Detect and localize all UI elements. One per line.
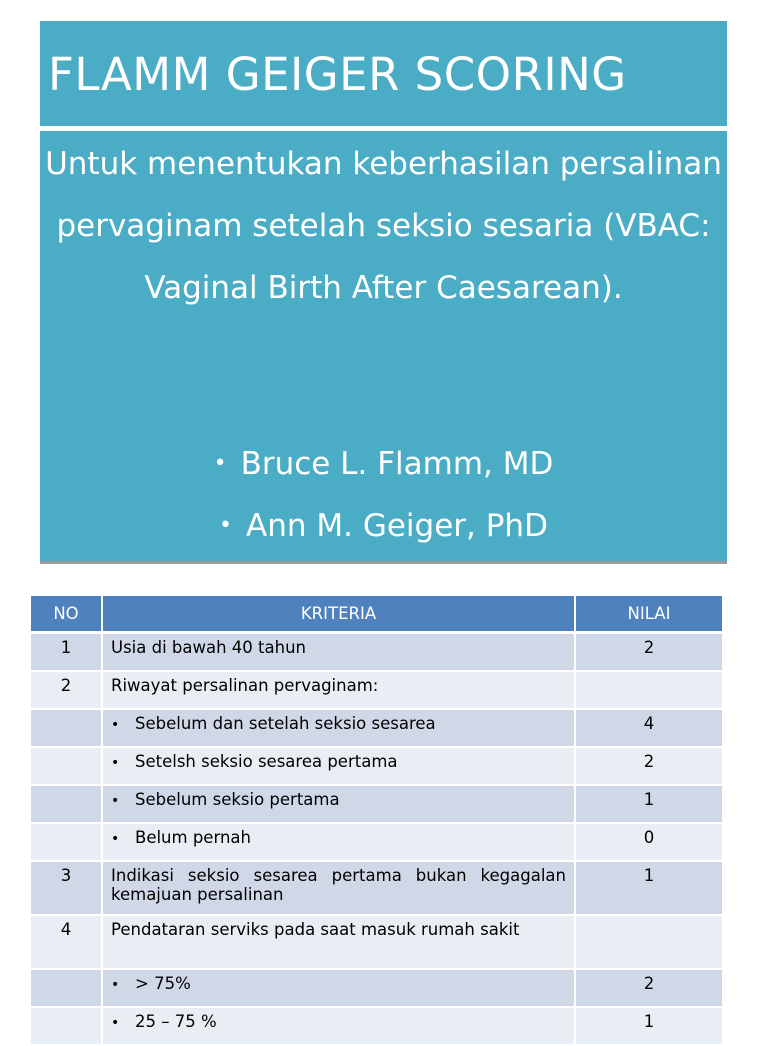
row-criteria-text: Sebelum dan setelah seksio sesarea [135, 714, 436, 733]
table-row [31, 785, 723, 823]
bullet-icon: • [111, 1015, 120, 1031]
row-criteria [102, 785, 575, 823]
bullet-icon: • [111, 755, 120, 771]
row-value [575, 915, 723, 969]
row-criteria: Usia di bawah 40 tahun [102, 633, 575, 672]
row-criteria: Pendataran serviks pada saat masuk rumah sakit [102, 915, 575, 969]
table-row [31, 633, 723, 672]
table-row [31, 823, 723, 861]
row-number: 4 [31, 915, 102, 969]
table-row [31, 671, 723, 709]
row-value: 1 [575, 785, 723, 823]
row-value: 2 [575, 969, 723, 1007]
row-value: 2 [575, 747, 723, 785]
row-number: 2 [31, 671, 102, 709]
row-criteria-text: Sebelum seksio pertama [135, 790, 340, 809]
description-box [40, 131, 727, 561]
bullet-icon: • [219, 513, 233, 538]
row-value [575, 671, 723, 709]
scoring-table [31, 596, 724, 1046]
table-row [31, 915, 723, 969]
author-item [40, 433, 727, 495]
row-criteria-text: Setelsh seksio sesarea pertama [135, 752, 398, 771]
author-name: Ann M. Geiger, PhD [246, 508, 548, 544]
row-number [31, 747, 102, 785]
row-value: 4 [575, 709, 723, 747]
bullet-icon: • [111, 831, 120, 847]
author-list [40, 433, 727, 557]
row-number [31, 785, 102, 823]
row-value: 1 [575, 861, 723, 915]
header-no: NO [31, 596, 102, 633]
row-criteria [102, 1007, 575, 1045]
header-value: NILAI [575, 596, 723, 633]
row-value: 1 [575, 1007, 723, 1045]
row-value: 0 [575, 823, 723, 861]
row-criteria-text: > 75% [135, 974, 191, 993]
table-row [31, 709, 723, 747]
author-name: Bruce L. Flamm, MD [240, 446, 554, 482]
row-number [31, 709, 102, 747]
table-row [31, 969, 723, 1007]
intro-text: Untuk menentukan keberhasilan persalinan pervaginam setelah seksio sesaria (VBAC: Vaginal Birth After Caesarean). [45, 146, 722, 306]
title-box [40, 21, 727, 126]
row-criteria [102, 747, 575, 785]
row-criteria [102, 969, 575, 1007]
bullet-icon: • [111, 717, 120, 733]
table-row [31, 861, 723, 915]
author-item [40, 495, 727, 557]
row-number [31, 1007, 102, 1045]
row-number: 1 [31, 633, 102, 672]
table-header-row [31, 596, 723, 633]
row-number [31, 969, 102, 1007]
header-criteria: KRITERIA [102, 596, 575, 633]
table-row [31, 1007, 723, 1045]
slide-title: FLAMM GEIGER SCORING [48, 48, 627, 101]
row-criteria-text: Belum pernah [135, 828, 251, 847]
row-number: 3 [31, 861, 102, 915]
row-criteria: Indikasi seksio sesarea pertama bukan kegagalan kemajuan persalinan [102, 861, 575, 915]
bullet-icon: • [111, 977, 120, 993]
row-number [31, 823, 102, 861]
bullet-icon: • [111, 793, 120, 809]
row-criteria-text: 25 – 75 % [135, 1012, 217, 1031]
bullet-icon: • [213, 451, 227, 476]
row-value: 2 [575, 633, 723, 672]
table-row [31, 747, 723, 785]
row-criteria [102, 709, 575, 747]
row-criteria [102, 823, 575, 861]
row-criteria: Riwayat persalinan pervaginam: [102, 671, 575, 709]
